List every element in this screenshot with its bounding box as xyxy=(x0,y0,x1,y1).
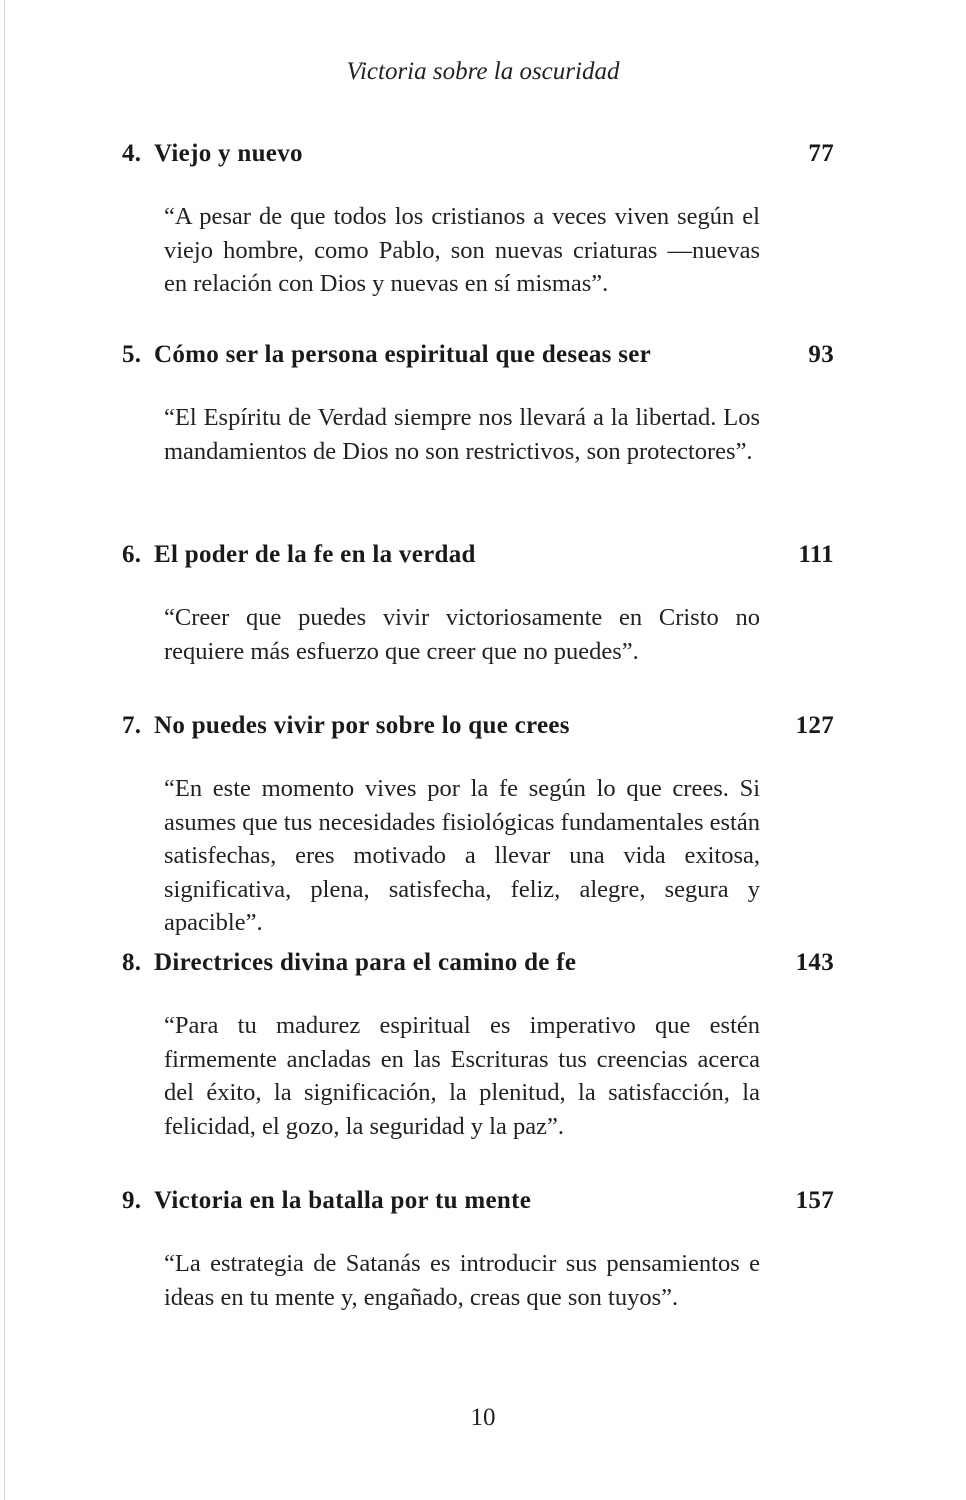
chapter-number: 4. xyxy=(122,140,142,167)
chapter-quote: “La estrategia de Satanás es introducir sus pensamientos e ideas en tu mente y, engañado, creas que son tuyos”. xyxy=(164,1250,760,1311)
page-number: 10 xyxy=(470,1404,496,1431)
toc-entry xyxy=(122,341,834,468)
toc-entry-heading xyxy=(122,712,834,740)
toc-entry-heading xyxy=(122,1187,834,1215)
chapter-page-number: 143 xyxy=(795,949,834,976)
chapter-quote: “Para tu madurez espiritual es imperativo que estén firmemente ancladas en las Escrituras tus creencias acerca del éxito, la significación, la plenitud, la satisfacción, la felicidad, el gozo, la seguridad y la paz”. xyxy=(164,1012,760,1140)
chapter-title: Viejo y nuevo xyxy=(154,140,303,167)
toc-entry-title-group xyxy=(122,1187,531,1215)
chapter-page-number: 157 xyxy=(795,1187,834,1214)
chapter-page-number: 77 xyxy=(808,140,834,167)
toc-entry-title-group xyxy=(122,949,576,977)
chapter-quote: “A pesar de que todos los cristianos a veces viven según el viejo hombre, como Pablo, son nuevas criaturas —nuevas en relación con Dios y nuevas en sí mismas”. xyxy=(164,203,760,297)
page-edge xyxy=(4,0,5,1500)
toc-entry xyxy=(122,712,834,940)
chapter-number: 5. xyxy=(122,341,142,368)
chapter-number: 9. xyxy=(122,1187,142,1214)
toc-entry-title-group xyxy=(122,541,476,569)
chapter-page-number: 127 xyxy=(795,712,834,739)
chapter-quote: “El Espíritu de Verdad siempre nos llevará a la libertad. Los mandamientos de Dios no son restrictivos, son protectores”. xyxy=(164,404,760,465)
toc-entry-title-group xyxy=(122,712,570,740)
chapter-title: Victoria en la batalla por tu mente xyxy=(154,1187,532,1214)
chapter-number: 7. xyxy=(122,712,142,739)
toc-entry-heading xyxy=(122,140,834,168)
chapter-title: El poder de la fe en la verdad xyxy=(154,541,476,568)
toc-entry-heading xyxy=(122,541,834,569)
chapter-number: 6. xyxy=(122,541,142,568)
chapter-title: No puedes vivir por sobre lo que crees xyxy=(154,712,570,739)
toc-entry-title-group xyxy=(122,140,303,168)
toc-entry xyxy=(122,949,834,1143)
toc-entry-heading xyxy=(122,949,834,977)
chapter-quote: “En este momento vives por la fe según lo que crees. Si asumes que tus necesidades fisiológicas fundamentales están satisfechas, eres motivado a llevar una vida exitosa, significativa, plena, satisfecha, feliz, alegre, segura y apacible”. xyxy=(164,775,760,936)
chapter-title: Cómo ser la persona espiritual que deseas ser xyxy=(154,341,652,368)
chapter-page-number: 111 xyxy=(798,541,834,568)
chapter-quote: “Creer que puedes vivir victoriosamente en Cristo no requiere más esfuerzo que creer que no puedes”. xyxy=(164,604,760,665)
chapter-title: Directrices divina para el camino de fe xyxy=(154,949,577,976)
toc-entry-title-group xyxy=(122,341,651,369)
running-title: Victoria sobre la oscuridad xyxy=(346,58,620,85)
toc-entry xyxy=(122,140,834,301)
toc-entry-heading xyxy=(122,341,834,369)
toc-entry xyxy=(122,541,834,668)
toc-entry xyxy=(122,1187,834,1314)
chapter-number: 8. xyxy=(122,949,142,976)
chapter-page-number: 93 xyxy=(808,341,834,368)
